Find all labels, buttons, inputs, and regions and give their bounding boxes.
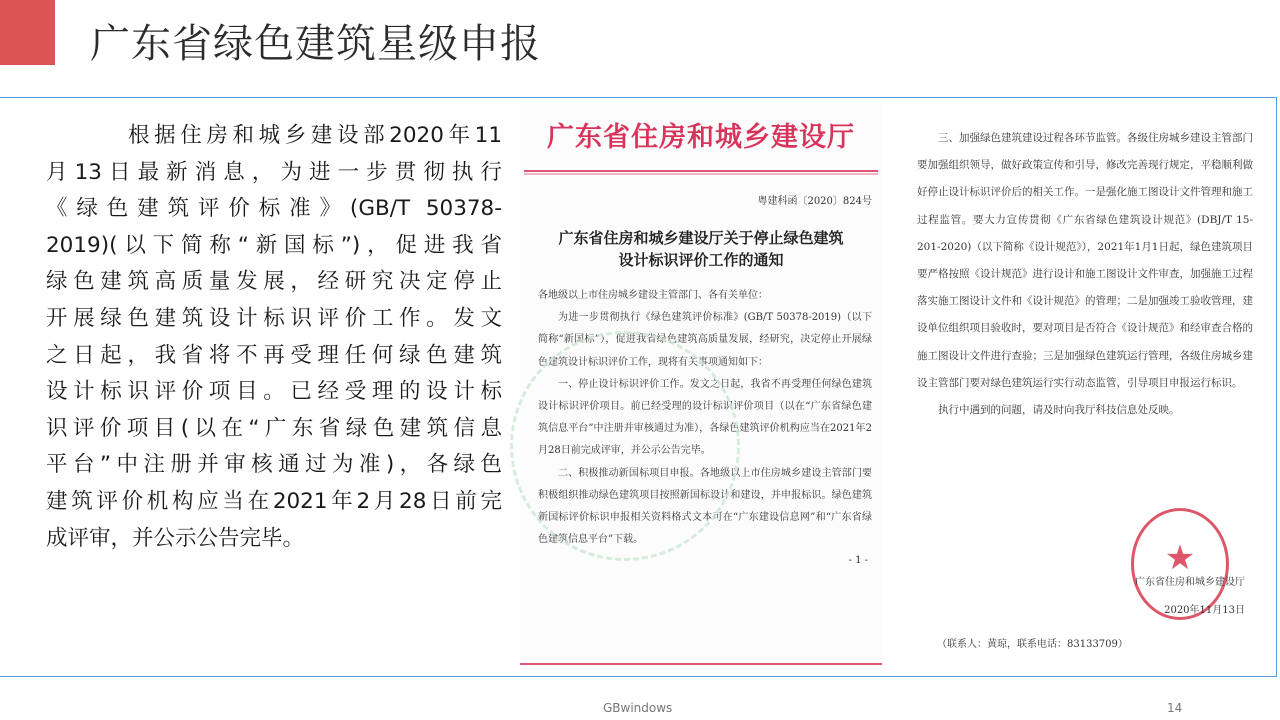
paragraph-line: 《绿色建筑评价标准》(GB/T 50378- (46, 196, 502, 222)
signature-block (1135, 569, 1245, 625)
salutation: 各地级以上市住房城乡建设主管部门、各有关单位： (538, 290, 768, 301)
signature-org: 广东省住房和城乡建设厅 (1135, 577, 1245, 588)
notice-document-page-1 (520, 101, 882, 668)
footer-red-line (520, 663, 882, 665)
paragraph-line: 设计标识评价项目。已经受理的设计标 (46, 379, 502, 405)
body-paragraph: 执行中遇到的问题，请及时向我厅科技信息处反映。 (938, 404, 1180, 417)
paragraph-line: 根据住房和城乡建设部2020年11 (128, 123, 502, 148)
body-paragraph: 为进一步贯彻执行《绿色建筑评价标准》(GB/T 50378-2019)（以下简称“新国标”），促进我省绿色建筑高质量发展，经研究，决定停止开展绿色建筑设计标识评价工作，现将有关事项通知如下： (538, 312, 872, 368)
header-red-line (524, 170, 878, 172)
signature-date: 2020年11月13日 (1164, 605, 1245, 616)
document-header: 广东省住房和城乡建设厅 (547, 122, 855, 153)
title-accent-block (0, 0, 55, 65)
paragraph-line: 成评审，并公示公告完毕。 (46, 525, 305, 551)
paragraph-line: 月13日最新消息，为进一步贯彻执行 (46, 159, 502, 185)
contact-info: （联系人：黄琼，联系电话：83133709） (937, 639, 1128, 650)
notice-document-page-2 (905, 115, 1267, 660)
paragraph-line: 平台”中注册并审核通过为准)，各绿色 (46, 452, 502, 478)
body-paragraph: 一、停止设计标识评价工作。发文之日起，我省不再受理任何绿色建筑设计标识评价项目。前已经受理的设计标识评价项目（以在“广东省绿色建筑信息平台”中注册并审核通过为准），各绿色建筑评价机构应当在2021年2月28日前完成评审，并公示公告完毕。 (538, 378, 872, 457)
paragraph-line: 建筑评价机构应当在2021年2月28日前完 (46, 488, 502, 514)
body-paragraph: 二、积极推动新国标项目申报。各地级以上市住房城乡建设主管部门要积极组织推动绿色建筑项目按照新国标设计和建设，并申报标识。绿色建筑新国标评价标识申报相关资料格式文本可在“广东建设信息网”和“广东省绿色建筑信息平台”下载。 (538, 467, 872, 546)
document-title-line: 设计标识评价工作的通知 (618, 251, 784, 269)
document-body (905, 125, 1267, 424)
slide-title: 广东省绿色建筑星级申报 (90, 21, 541, 67)
document-title-line: 广东省住房和城乡建设厅关于停止绿色建筑 (558, 229, 844, 247)
footer-brand: GBwindows (603, 701, 673, 715)
watermark-stamp (510, 331, 740, 561)
slide-number: 14 (1167, 701, 1183, 715)
star-icon: ★ (1164, 537, 1196, 578)
body-paragraph: 三、加强绿色建筑建设过程各环节监管。各级住房城乡建设主管部门要加强组织领导，做好政策宣传和引导，修改完善现行规定，平稳顺利做好停止设计标识评价后的相关工作。一是强化施工图设计文件管理和施工过程监管。要大力宣传贯彻《广东省绿色建筑设计规范》(DBJ/T 15-201-2020)（以下简称《设计规范》），2021年1月1日起，绿色建筑项目要严格按照《设计规范》进行设计和施工图设计文件审查，加强施工过程落实施工图设计文件和《设计规范》的管理；二是加强竣工验收管理，建设单位组织项目验收时，要对项目是否符合《设计规范》和经审查合格的施工图设计文件进行查验；三是加强绿色建筑运行管理，各级住房城乡建设主管部门要对绿色建筑运行实行动态监管，引导项目申报运行标识。 (917, 132, 1253, 389)
paragraph-line: 绿色建筑高质量发展，经研究决定停止 (46, 269, 502, 295)
paragraph-line: 之日起，我省将不再受理任何绿色建筑 (46, 342, 502, 368)
document-number: 粤建科函〔2020〕824号 (757, 196, 872, 207)
page-number: - 1 - (848, 555, 868, 567)
document-title (520, 227, 882, 271)
paragraph-line: 开展绿色建筑设计标识评价工作。发文 (46, 305, 502, 331)
summary-paragraph (46, 118, 502, 557)
paragraph-line: 2019)(以下简称“新国标”)，促进我省 (46, 232, 502, 258)
paragraph-line: 识评价项目(以在“广东省绿色建筑信息 (46, 415, 502, 441)
